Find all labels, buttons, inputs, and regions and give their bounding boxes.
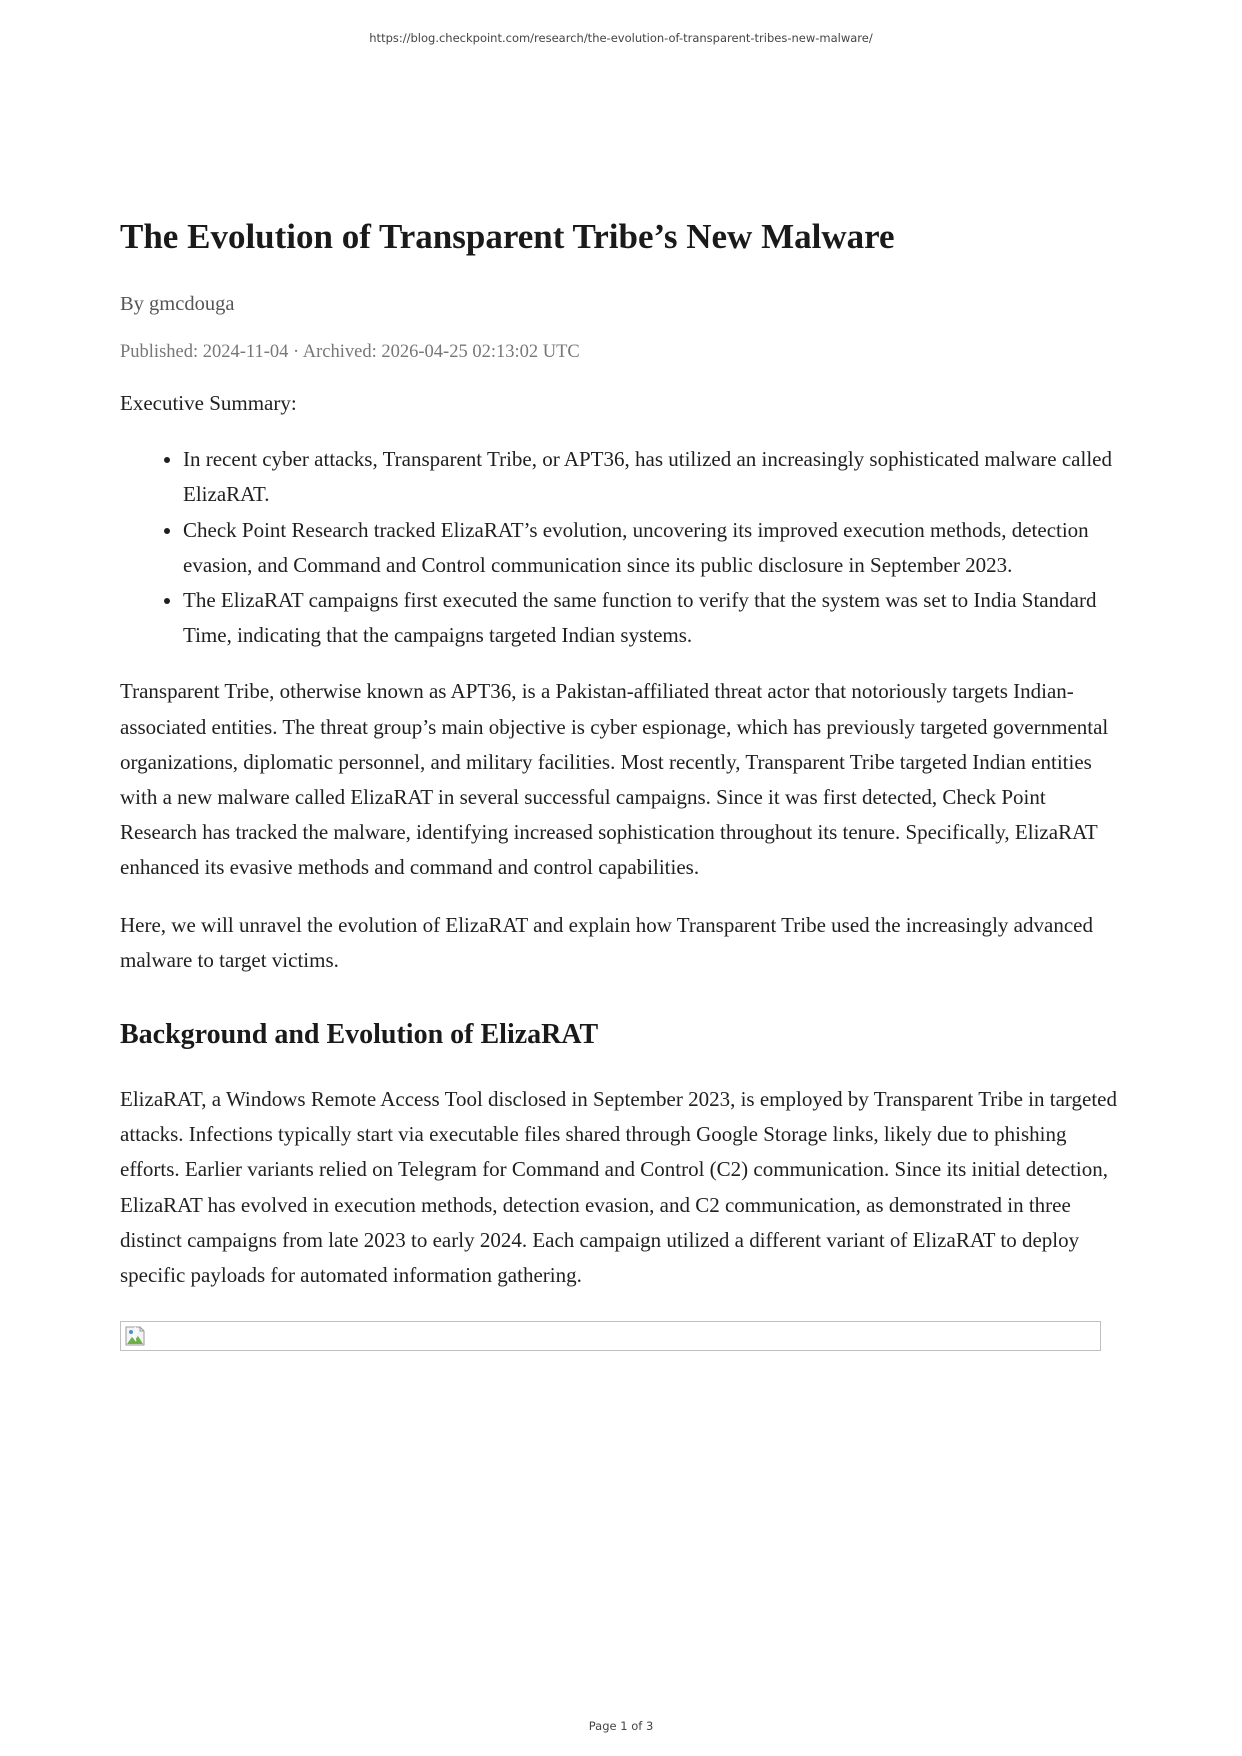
- article: [120, 213, 1125, 1351]
- page-number: Page 1 of 3: [588, 1719, 654, 1733]
- article-title: The Evolution of Transparent Tribe’s New Malware: [120, 217, 895, 256]
- article-author: By gmcdouga: [120, 293, 235, 315]
- summary-item: • The ElizaRAT campaigns first executed the same function to verify that the system was set to India Standard Time, indicating that the campaigns targeted Indian systems.: [183, 583, 1125, 653]
- article-image-placeholder: [120, 1321, 1101, 1351]
- section-heading: Background and Evolution of ElizaRAT: [120, 1019, 599, 1051]
- paragraph-intro: Transparent Tribe, otherwise known as APT36, is a Pakistan-affiliated threat actor that notoriously targets Indian-associated entities. The threat group’s main objective is cyber espionage, which has previously targeted governmental organizations, diplomatic personnel, and military facilities. Most recently, Transparent Tribe targeted Indian entities with a new malware called ElizaRAT in several successful campaigns. Since it was first detected, Check Point Research has tracked the malware, identifying increased sophistication throughout its tenure. Specifically, ElizaRAT enhanced its evasive methods and command and control capabilities.: [120, 679, 1109, 880]
- article-meta: Published: 2024-11-04 · Archived: 2026-04-25 02:13:02 UTC: [120, 342, 580, 362]
- page-url: https://blog.checkpoint.com/research/the-evolution-of-transparent-tribes-new-malware/: [369, 31, 873, 45]
- summary-item: • In recent cyber attacks, Transparent Tribe, or APT36, has utilized an increasingly sophisticated malware called ElizaRAT.: [183, 442, 1125, 512]
- summary-label: Executive Summary:: [120, 391, 297, 415]
- summary-item: • Check Point Research tracked ElizaRAT’s evolution, uncovering its improved execution methods, detection evasion, and Command and Control communication since its public disclosure in September 2023.: [183, 513, 1125, 583]
- paragraph-overview: Here, we will unravel the evolution of ElizaRAT and explain how Transparent Tribe used the increasingly advanced malware to target victims.: [120, 912, 1093, 972]
- summary-list: [120, 442, 1125, 653]
- paragraph-background: ElizaRAT, a Windows Remote Access Tool disclosed in September 2023, is employed by Transparent Tribe in targeted attacks. Infections typically start via executable files shared through Google Storage links, likely due to phishing efforts. Earlier variants relied on Telegram for Command and Control (C2) communication. Since its initial detection, ElizaRAT has evolved in execution methods, detection evasion, and C2 communication, as demonstrated in three distinct campaigns from late 2023 to early 2024. Each campaign utilized a different variant of ElizaRAT to deploy specific payloads for automated information gathering.: [120, 1087, 1118, 1288]
- broken-image-icon: [123, 1324, 147, 1348]
